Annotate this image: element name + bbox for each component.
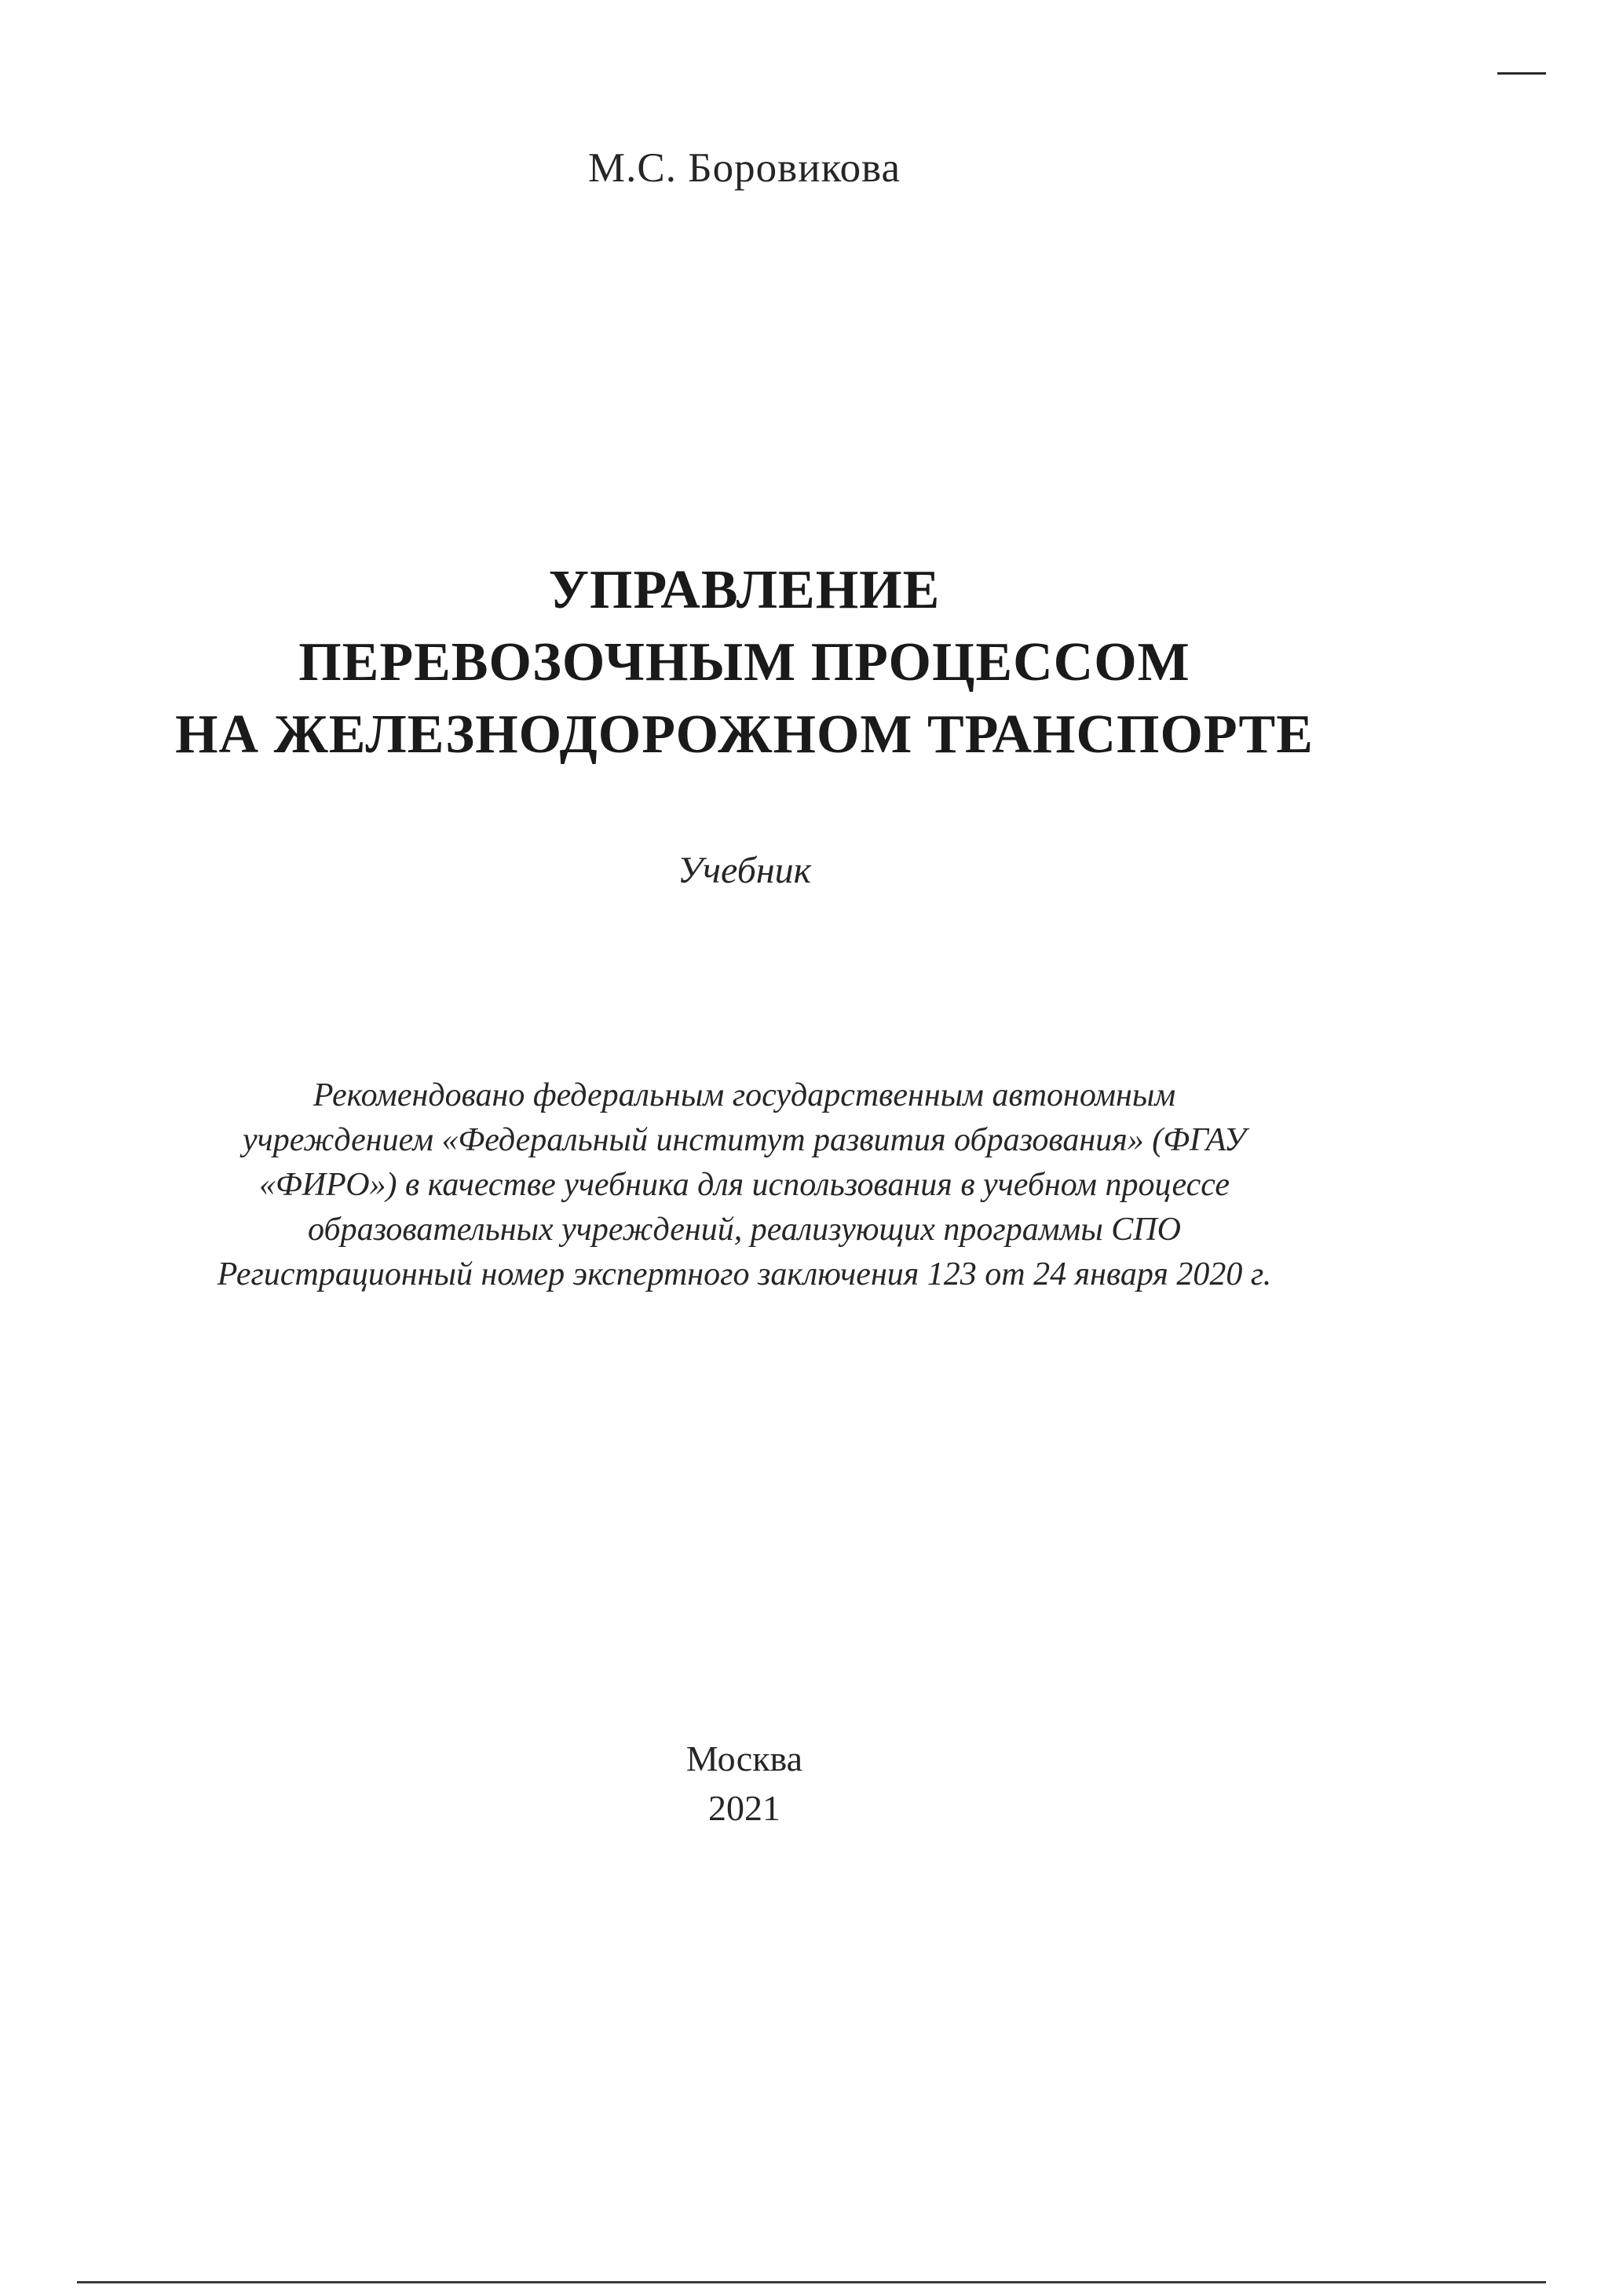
title-line: ПЕРЕВОЗОЧНЫМ ПРОЦЕССОМ xyxy=(298,632,1190,693)
recommendation-line: Регистрационный номер экспертного заключения 123 от 24 января 2020 г. xyxy=(217,1256,1272,1292)
publication-city: Москва xyxy=(685,1738,803,1779)
title-line: УПРАВЛЕНИЕ xyxy=(548,560,941,620)
publication-year: 2021 xyxy=(708,1788,780,1828)
recommendation-line: учреждением «Федеральный институт развития образования» (ФГАУ xyxy=(243,1122,1246,1158)
book-type-subtitle: Учебник xyxy=(677,850,812,891)
recommendation-line: образовательных учреждений, реализующих программы СПО xyxy=(308,1212,1181,1248)
bottom-rule xyxy=(77,2281,1546,2283)
corner-mark xyxy=(1497,72,1546,75)
recommendation-block xyxy=(0,1073,1489,1297)
recommendation-line: «ФИРО») в качестве учебника для использования в учебном процессе xyxy=(258,1167,1230,1203)
book-title xyxy=(0,554,1489,771)
recommendation-line: Рекомендовано федеральным государственным автономным xyxy=(313,1077,1176,1113)
author-name: М.С. Боровикова xyxy=(588,145,901,191)
title-line: НА ЖЕЛЕЗНОДОРОЖНОМ ТРАНСПОРТЕ xyxy=(175,704,1314,765)
